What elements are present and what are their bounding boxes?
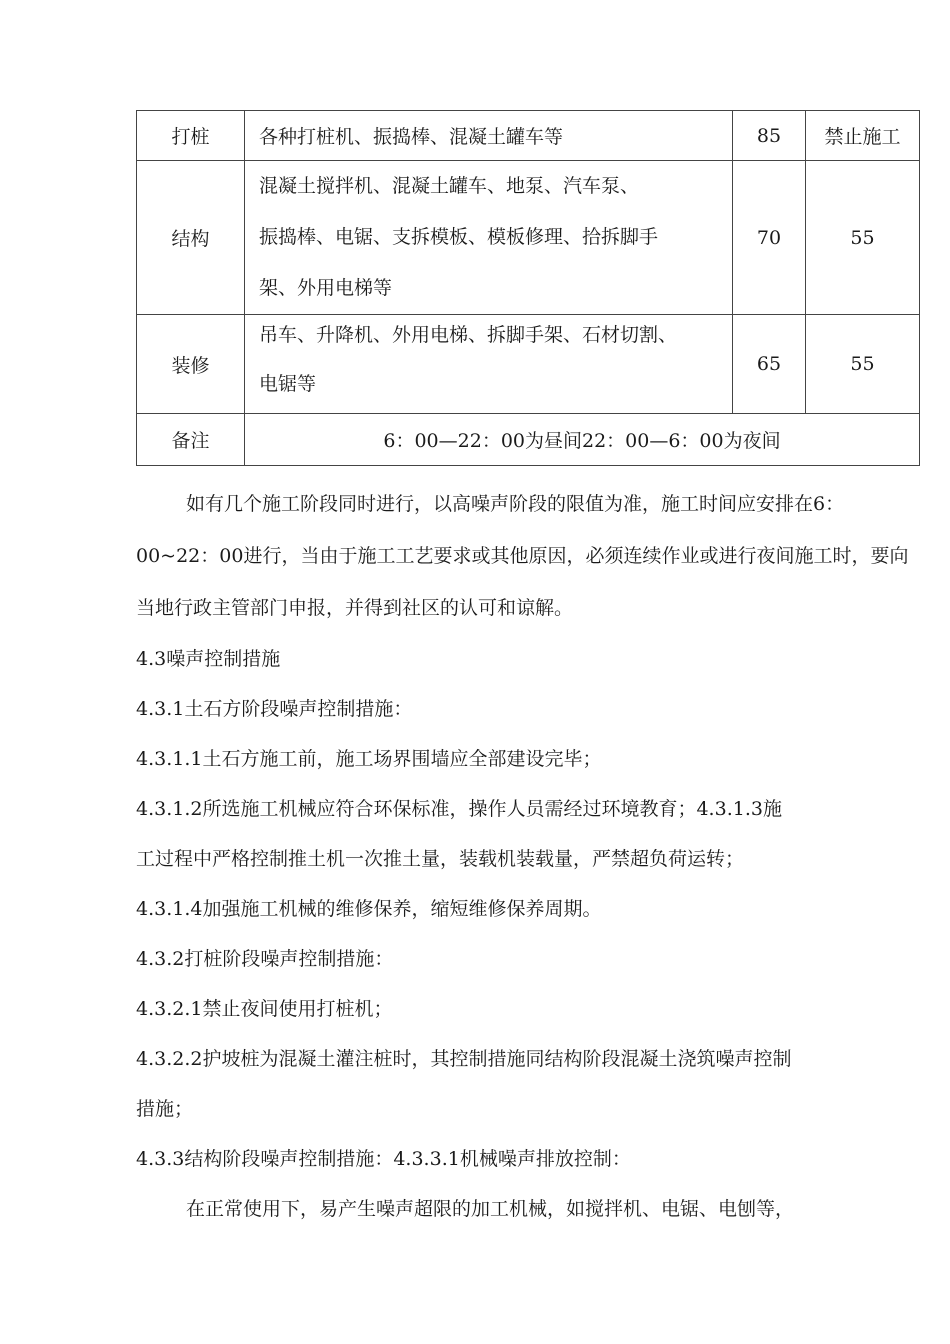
stage-cell: 打桩 bbox=[137, 111, 245, 161]
subsection-heading: 4.3.2打桩阶段噪声控制措施： bbox=[136, 948, 394, 970]
equipment-cell bbox=[245, 161, 733, 315]
night-limit-cell: 55 bbox=[806, 161, 920, 315]
equipment-line: 混凝土搅拌机、混凝土罐车、地泵、汽车泵、 bbox=[259, 175, 640, 197]
subsection-heading: 4.3.1土石方阶段噪声控制措施： bbox=[136, 698, 413, 720]
list-item: 4.3.1.2所选施工机械应符合环保标准，操作人员需经过环境教育；4.3.1.3施 bbox=[136, 798, 782, 820]
section-heading: 4.3噪声控制措施 bbox=[136, 648, 281, 670]
day-limit-cell: 85 bbox=[733, 111, 806, 161]
list-item: 工过程中严格控制推土机一次推土量，装载机装载量，严禁超负荷运转； bbox=[136, 848, 745, 870]
list-item: 措施； bbox=[136, 1098, 194, 1120]
equipment-line: 架、外用电梯等 bbox=[259, 277, 393, 299]
paragraph: 在正常使用下，易产生噪声超限的加工机械，如搅拌机、电锯、电刨等， bbox=[186, 1198, 795, 1220]
paragraph: 如有几个施工阶段同时进行，以高噪声阶段的限值为准，施工时间应安排在6：00~22：00进行，当由于施工工艺要求或其他原因，必须连续作业或进行夜间施工时，要向当地行政主管部门申报，并得到社区的认可和谅解。 bbox=[136, 493, 909, 619]
subsection-heading: 4.3.3结构阶段噪声控制措施：4.3.3.1机械噪声排放控制： bbox=[136, 1148, 631, 1170]
table-row bbox=[137, 414, 920, 466]
noise-limit-table bbox=[136, 110, 920, 466]
day-limit-cell: 65 bbox=[733, 315, 806, 414]
equipment-line: 振捣棒、电锯、支拆模板、模板修理、拾拆脚手 bbox=[259, 226, 659, 248]
remark-label-cell: 备注 bbox=[137, 414, 245, 466]
night-limit-cell: 55 bbox=[806, 315, 920, 414]
equipment-line: 电锯等 bbox=[259, 373, 317, 395]
list-item: 4.3.1.1土石方施工前，施工场界围墙应全部建设完毕； bbox=[136, 748, 602, 770]
table-row bbox=[137, 161, 920, 315]
equipment-cell: 各种打桩机、振捣棒、混凝土罐车等 bbox=[245, 111, 733, 161]
equipment-line: 吊车、升降机、外用电梯、拆脚手架、石材切割、 bbox=[259, 324, 678, 346]
stage-cell: 结构 bbox=[137, 161, 245, 315]
remark-text-cell: 6：00—22：00为昼间22：00—6：00为夜间 bbox=[245, 414, 920, 466]
body-text bbox=[136, 478, 919, 1234]
night-limit-cell: 禁止施工 bbox=[806, 111, 920, 161]
table-row bbox=[137, 315, 920, 414]
list-item: 4.3.2.1禁止夜间使用打桩机； bbox=[136, 998, 393, 1020]
stage-cell: 装修 bbox=[137, 315, 245, 414]
table-row bbox=[137, 111, 920, 161]
list-item: 4.3.2.2护坡桩为混凝土灌注桩时，其控制措施同结构阶段混凝土浇筑噪声控制 bbox=[136, 1048, 792, 1070]
day-limit-cell: 70 bbox=[733, 161, 806, 315]
equipment-cell bbox=[245, 315, 733, 414]
list-item: 4.3.1.4加强施工机械的维修保养，缩短维修保养周期。 bbox=[136, 898, 602, 920]
